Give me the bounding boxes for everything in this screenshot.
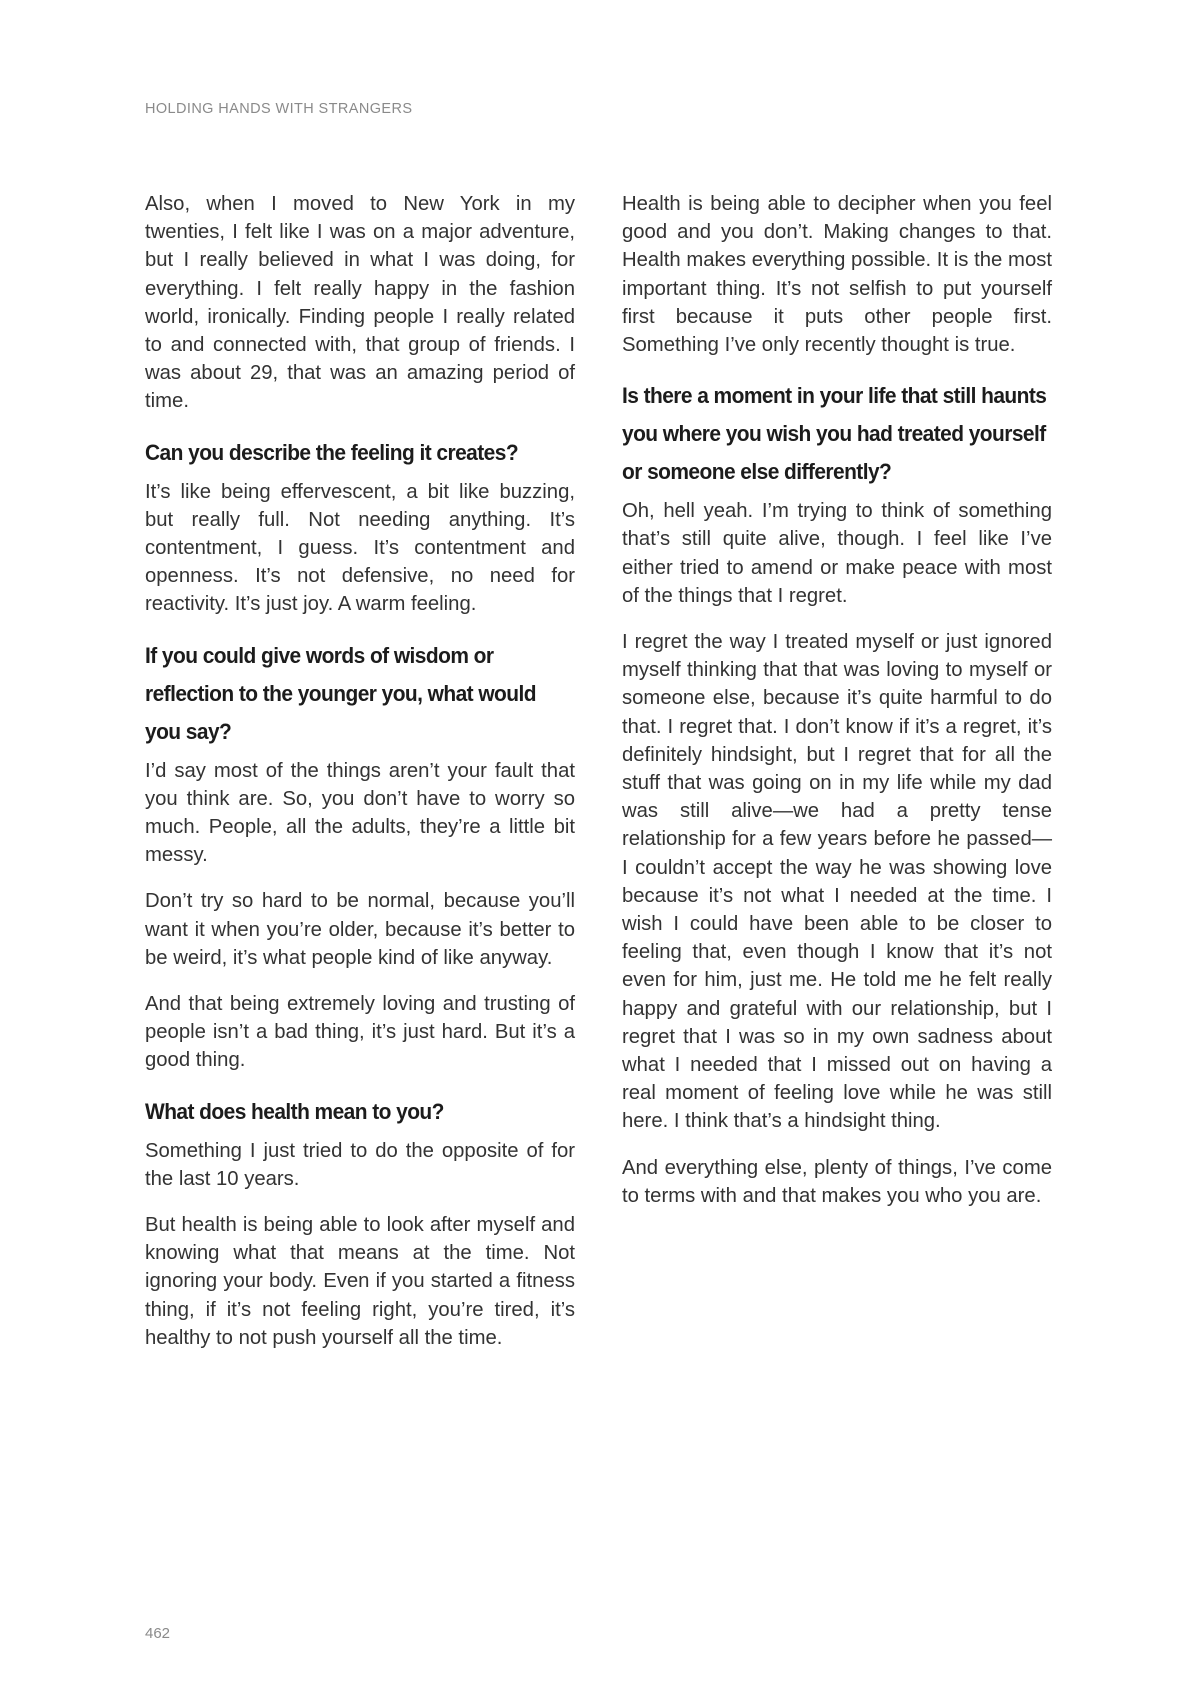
paragraph: Something I just tried to do the opposite of for the last 10 years. [145, 1139, 575, 1190]
paragraph: And everything else, plenty of things, I’ve come to terms with and that makes you who you are. [622, 1156, 1052, 1207]
interview-question: If you could give words of wisdom or reflection to the younger you, what would you say? [145, 642, 536, 744]
interview-question: Is there a moment in your life that still haunts you where you wish you had treated yourself or someone else differently? [622, 383, 1047, 485]
paragraph: I regret the way I treated myself or just ignored myself thinking that that was loving to myself or someone else, because it’s quite harmful to do that. I regret that. I don’t know if it’s a regret, it’s definitely hindsight, but I regret that for all the stuff that was going on in my life while my dad was still alive—we had a pretty tense relationship for a few years before he passed—I couldn’t accept the way he was showing love because it’s not what I needed at the time. I wish I could have been able to be closer to feeling that, even though I know that it’s not even for him, just me. He told me he felt really happy and grateful with our relationship, but I regret that I was so in my own sadness about what I needed that I missed out on having a real moment of feeling love while he was still here. I think that’s a hindsight thing. [622, 631, 1052, 1133]
paragraph: Oh, hell yeah. I’m trying to think of something that’s still quite alive, though. I feel like I’ve either tried to amend or make peace with most of the things that I regret. [622, 500, 1052, 607]
interview-question: Can you describe the feeling it creates? [145, 439, 519, 465]
left-column [145, 190, 575, 1370]
paragraph: Don’t try so hard to be normal, because you’ll want it when you’re older, because it’s better to be weird, it’s what people kind of like anyway. [145, 890, 575, 969]
paragraph: But health is being able to look after myself and knowing what that means at the time. Not ignoring your body. Even if you started a fitness thing, if it’s not feeling right, you’re tired, it’s healthy to not push yourself all the time. [145, 1214, 575, 1349]
paragraph: I’d say most of the things aren’t your fault that you think are. So, you don’t have to worry so much. People, all the adults, they’re a little bit messy. [145, 759, 575, 867]
paragraph: It’s like being effervescent, a bit like buzzing, but really full. Not needing anything. It’s contentment, I guess. It’s contentment and openness. It’s not defensive, no need for reactivity. It’s just joy. A warm feeling. [145, 480, 575, 616]
paragraph: And that being extremely loving and trusting of people isn’t a bad thing, it’s just hard. But it’s a good thing. [145, 993, 575, 1072]
interview-question: What does health mean to you? [145, 1098, 444, 1124]
paragraph: Health is being able to decipher when you feel good and you don’t. Making changes to that. Health makes everything possible. It is the most important thing. It’s not selfish to put yourself first because it puts other people first. Something I’ve only recently thought is true. [622, 193, 1052, 357]
page-number: 462 [145, 1625, 171, 1642]
right-column [622, 190, 1052, 1228]
paragraph: Also, when I moved to New York in my twenties, I felt like I was on a major adventure, but I really believed in what I was doing, for everything. I felt really happy in the fashion world, ironically. Finding people I really related to and connected with, that group of friends. I was about 29, that was an amazing period of time. [145, 193, 575, 413]
running-header: HOLDING HANDS WITH STRANGERS [145, 101, 413, 117]
